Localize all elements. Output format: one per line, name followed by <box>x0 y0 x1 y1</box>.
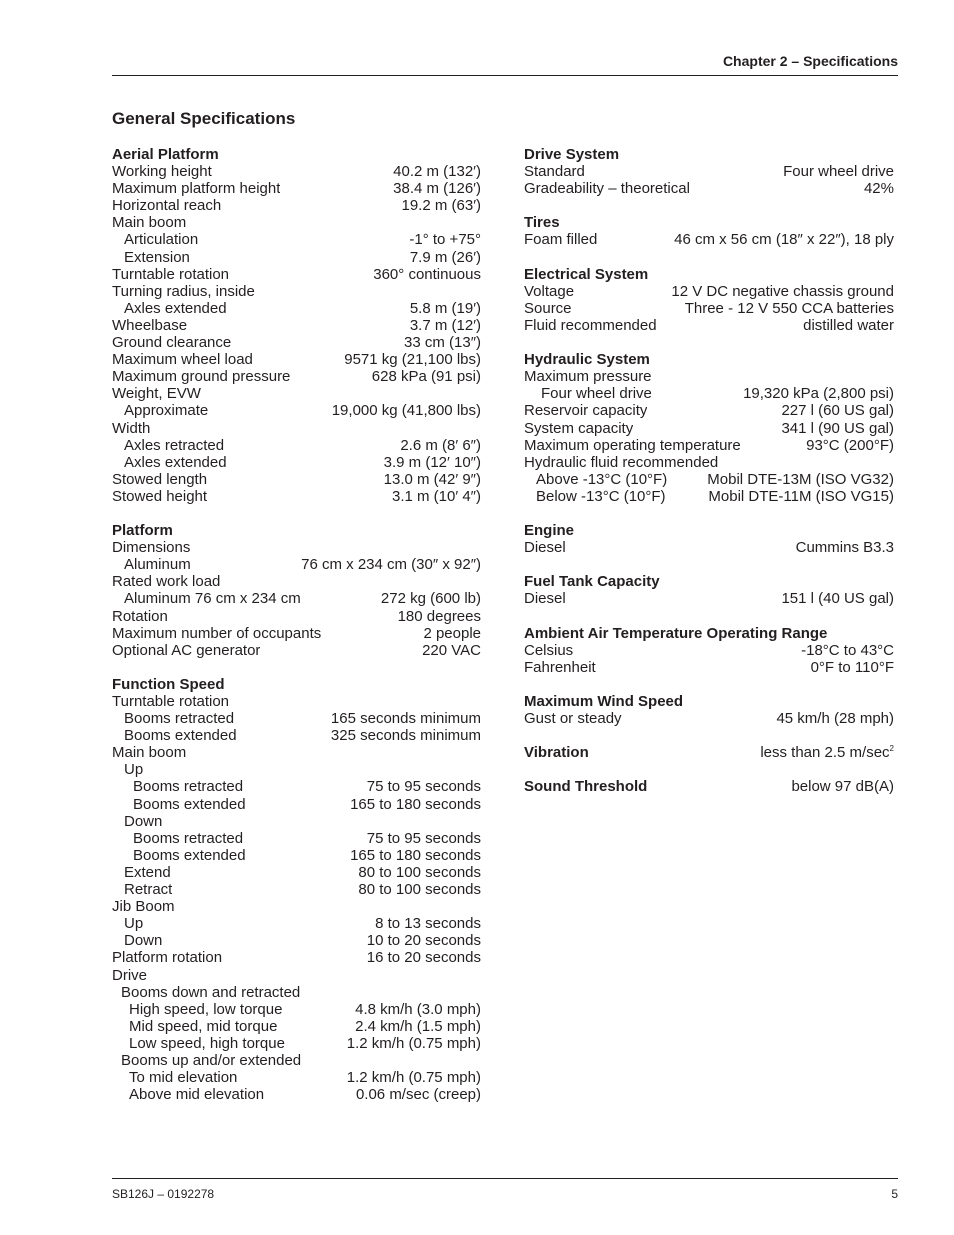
spec-label: Reservoir capacity <box>524 402 648 420</box>
spec-label: Booms extended <box>133 846 246 864</box>
spec-section <box>112 522 481 659</box>
spec-value: Mobil DTE-13M (ISO VG32) <box>707 470 894 488</box>
spec-section <box>524 625 894 676</box>
spec-row <box>524 402 894 419</box>
spec-label: Booms retracted <box>133 829 244 847</box>
vibration-value: less than 2.5 $m/\sec^2$ <box>760 744 894 762</box>
spec-row <box>524 710 894 727</box>
spec-label: Drive <box>112 966 148 984</box>
spec-label: Booms retracted <box>124 710 235 728</box>
spec-value: 5.8 m (19′) <box>409 299 481 317</box>
spec-label: Booms down and retracted <box>121 983 301 1001</box>
spec-label: Maximum ground pressure <box>112 368 291 386</box>
spec-label: Source <box>524 299 572 317</box>
spec-row <box>112 967 481 984</box>
spec-value: 16 to 20 seconds <box>366 949 481 967</box>
spec-row <box>112 1086 481 1103</box>
left-column <box>112 146 481 1120</box>
spec-value: 40.2 m (132′) <box>393 163 481 181</box>
spec-row <box>524 368 894 385</box>
spec-row <box>524 317 894 334</box>
spec-label: Turntable rotation <box>112 265 230 283</box>
spec-row <box>112 932 481 949</box>
spec-row <box>112 1035 481 1052</box>
spec-value: 360° continuous <box>373 265 481 283</box>
spec-row <box>112 796 481 813</box>
spec-value: 3.7 m (12′) <box>409 316 481 334</box>
spec-section <box>112 146 481 505</box>
spec-row <box>112 437 481 454</box>
spec-value: 80 to 100 seconds <box>358 881 481 899</box>
spec-label: Ground clearance <box>112 334 232 352</box>
spec-row <box>112 881 481 898</box>
spec-label: Fluid recommended <box>524 316 657 334</box>
spec-label: High speed, low torque <box>129 1000 283 1018</box>
section-title: Tires <box>524 214 560 232</box>
spec-row <box>112 454 481 471</box>
spec-value: 75 to 95 seconds <box>366 778 481 796</box>
spec-value: Four wheel drive <box>783 163 894 181</box>
spec-label: Maximum wheel load <box>112 351 253 369</box>
spec-label: Horizontal reach <box>112 197 222 215</box>
spec-value: 76 cm x 234 cm (30″ x 92″) <box>301 556 481 574</box>
section-title: Fuel Tank Capacity <box>524 573 660 591</box>
spec-row <box>112 351 481 368</box>
spec-label: Above -13°C (10°F) <box>536 470 668 488</box>
spec-row <box>112 300 481 317</box>
spec-row <box>524 642 894 659</box>
spec-row <box>524 300 894 317</box>
spec-row <box>112 197 481 214</box>
spec-label: To mid elevation <box>129 1069 238 1087</box>
spec-section <box>524 351 894 505</box>
spec-value: 180 degrees <box>397 607 481 625</box>
sound-title: Sound Threshold <box>524 778 648 796</box>
spec-value: 9571 kg (21,100 lbs) <box>344 351 481 369</box>
spec-label: Above mid elevation <box>129 1086 265 1104</box>
spec-row <box>112 778 481 795</box>
spec-row <box>112 556 481 573</box>
spec-row <box>112 984 481 1001</box>
spec-row <box>112 249 481 266</box>
spec-row <box>524 659 894 676</box>
spec-label: Weight, EVW <box>112 385 201 403</box>
spec-label: Extend <box>124 863 171 881</box>
spec-value: 80 to 100 seconds <box>358 863 481 881</box>
spec-label: Rated work load <box>112 573 221 591</box>
spec-row <box>112 1018 481 1035</box>
spec-label: Main boom <box>112 214 187 232</box>
spec-row <box>112 231 481 248</box>
spec-value: 13.0 m (42′ 9″) <box>383 470 481 488</box>
sound-row <box>524 778 894 795</box>
spec-row <box>524 454 894 471</box>
spec-row <box>524 471 894 488</box>
spec-value: 165 to 180 seconds <box>350 846 481 864</box>
vibration-superscript: 2 <box>889 744 894 754</box>
spec-section <box>524 266 894 334</box>
spec-row <box>112 915 481 932</box>
spec-section <box>524 146 894 197</box>
spec-value: 93°C (200°F) <box>806 436 894 454</box>
spec-value: -1° to +75° <box>409 231 481 249</box>
spec-section <box>112 676 481 1103</box>
spec-value: 165 seconds minimum <box>330 710 481 728</box>
spec-value: 227 l (60 US gal) <box>781 402 894 420</box>
spec-label: Retract <box>124 881 173 899</box>
spec-label: Extension <box>124 248 190 266</box>
spec-value: Cummins B3.3 <box>795 539 894 557</box>
spec-row <box>112 1001 481 1018</box>
spec-row <box>112 180 481 197</box>
spec-value: 272 kg (600 lb) <box>380 590 481 608</box>
page-number: 5 <box>891 1187 898 1201</box>
spec-section <box>524 573 894 607</box>
footer-rule <box>112 1178 898 1179</box>
spec-value: 19,000 kg (41,800 lbs) <box>331 402 481 420</box>
spec-row <box>112 573 481 590</box>
spec-row <box>112 864 481 881</box>
spec-label: Up <box>124 761 144 779</box>
spec-label: Maximum number of occupants <box>112 624 322 642</box>
spec-label: Hydraulic fluid recommended <box>524 453 719 471</box>
spec-label: Aluminum <box>124 556 191 574</box>
spec-label: Axles retracted <box>124 436 225 454</box>
spec-row <box>112 283 481 300</box>
spec-row <box>112 385 481 402</box>
spec-label: Jib Boom <box>112 898 175 916</box>
spec-label: Axles extended <box>124 453 227 471</box>
spec-row <box>524 385 894 402</box>
spec-label: Maximum operating temperature <box>524 436 741 454</box>
spec-value: 151 l (40 US gal) <box>781 590 894 608</box>
spec-row <box>112 1069 481 1086</box>
spec-value: 38.4 m (126′) <box>393 180 481 198</box>
sound-section <box>524 778 894 795</box>
spec-row <box>112 539 481 556</box>
spec-label: Aluminum 76 cm x 234 cm <box>124 590 301 608</box>
spec-row <box>112 368 481 385</box>
spec-row <box>524 180 894 197</box>
spec-value: 19.2 m (63′) <box>401 197 481 215</box>
spec-row <box>524 231 894 248</box>
spec-label: Celsius <box>524 641 574 659</box>
spec-value: 628 kPa (91 psi) <box>371 368 481 386</box>
spec-label: Four wheel drive <box>541 385 652 403</box>
spec-value: 165 to 180 seconds <box>350 795 481 813</box>
spec-row <box>112 813 481 830</box>
spec-label: Stowed length <box>112 470 208 488</box>
spec-row <box>524 590 894 607</box>
spec-value: 2.4 km/h (1.5 mph) <box>355 1017 481 1035</box>
spec-row <box>112 693 481 710</box>
spec-label: Stowed height <box>112 487 208 505</box>
sound-value: below 97 dB(A) <box>791 778 894 796</box>
spec-label: Turntable rotation <box>112 693 230 710</box>
spec-label: System capacity <box>524 419 634 437</box>
spec-value: 0.06 m/sec (creep) <box>355 1086 481 1104</box>
spec-label: Working height <box>112 163 212 181</box>
spec-row <box>112 608 481 625</box>
spec-label: Platform rotation <box>112 949 223 967</box>
spec-value: 42% <box>863 180 894 198</box>
spec-row <box>112 642 481 659</box>
spec-value: 3.1 m (10′ 4″) <box>392 487 481 505</box>
section-title: Hydraulic System <box>524 351 650 369</box>
section-title: Platform <box>112 522 173 540</box>
spec-label: Turning radius, inside <box>112 282 255 300</box>
vibration-section <box>524 744 894 761</box>
spec-row <box>112 163 481 180</box>
spec-value: 341 l (90 US gal) <box>781 419 894 437</box>
chapter-header: Chapter 2 – Specifications <box>722 53 898 69</box>
spec-row <box>112 898 481 915</box>
spec-row <box>112 625 481 642</box>
spec-value: 220 VAC <box>422 641 481 659</box>
spec-row <box>112 488 481 505</box>
section-title: Electrical System <box>524 265 649 283</box>
spec-row <box>112 590 481 607</box>
spec-row <box>112 1052 481 1069</box>
spec-label: Booms extended <box>133 795 246 813</box>
spec-label: Rotation <box>112 607 168 625</box>
spec-value: 19,320 kPa (2,800 psi) <box>743 385 894 403</box>
spec-row <box>524 539 894 556</box>
spec-value: 3.9 m (12′ 10″) <box>383 453 481 471</box>
spec-row <box>112 402 481 419</box>
spec-label: Gust or steady <box>524 710 622 728</box>
spec-section <box>524 522 894 556</box>
spec-label: Mid speed, mid torque <box>129 1017 278 1035</box>
spec-row <box>112 710 481 727</box>
spec-row <box>112 471 481 488</box>
header-rule <box>112 75 898 76</box>
spec-label: Maximum pressure <box>524 368 652 386</box>
vibration-title: Vibration <box>524 744 589 762</box>
section-title: Engine <box>524 522 575 540</box>
spec-row <box>112 761 481 778</box>
spec-label: Up <box>124 915 144 933</box>
spec-row <box>524 437 894 454</box>
spec-row <box>524 420 894 437</box>
spec-value: 1.2 km/h (0.75 mph) <box>346 1034 481 1052</box>
spec-label: Axles extended <box>124 299 227 317</box>
spec-section <box>524 214 894 248</box>
spec-section <box>524 693 894 727</box>
spec-label: Width <box>112 419 151 437</box>
spec-label: Booms up and/or extended <box>121 1051 302 1069</box>
spec-value: 33 cm (13″) <box>404 334 481 352</box>
page-title: General Specifications <box>112 109 296 128</box>
spec-label: Wheelbase <box>112 316 188 334</box>
section-title: Maximum Wind Speed <box>524 693 684 710</box>
spec-value: distilled water <box>803 316 894 334</box>
spec-value: 0°F to 110°F <box>810 658 894 676</box>
spec-value: Mobil DTE-11M (ISO VG15) <box>708 487 894 505</box>
right-column <box>524 146 894 813</box>
spec-label: Fahrenheit <box>524 658 596 676</box>
spec-label: Approximate <box>124 402 209 420</box>
spec-label: Booms retracted <box>133 778 244 796</box>
spec-value: 12 V DC negative chassis ground <box>671 282 894 300</box>
spec-label: Down <box>124 932 163 950</box>
spec-value: 10 to 20 seconds <box>366 932 481 950</box>
spec-label: Standard <box>524 163 585 181</box>
spec-label: Diesel <box>524 539 566 557</box>
spec-value: 4.8 km/h (3.0 mph) <box>355 1000 481 1018</box>
spec-row <box>112 830 481 847</box>
spec-label: Below -13°C (10°F) <box>536 487 666 505</box>
section-title: Ambient Air Temperature Operating Range <box>524 624 828 642</box>
spec-label: Foam filled <box>524 231 598 249</box>
spec-value: 46 cm x 56 cm (18″ x 22″), 18 ply <box>674 231 894 249</box>
spec-value: 325 seconds minimum <box>330 727 481 745</box>
spec-label: Down <box>124 812 163 830</box>
spec-value: -18°C to 43°C <box>801 641 894 659</box>
vibration-row <box>524 744 894 761</box>
spec-label: Voltage <box>524 282 575 300</box>
section-title: Drive System <box>524 146 620 163</box>
spec-value: 7.9 m (26′) <box>409 248 481 266</box>
spec-value: 8 to 13 seconds <box>375 915 481 933</box>
document-id: SB126J – 0192278 <box>112 1187 215 1201</box>
spec-row <box>524 488 894 505</box>
spec-row <box>112 727 481 744</box>
spec-label: Low speed, high torque <box>129 1034 285 1052</box>
spec-row <box>112 334 481 351</box>
right-sections <box>524 146 894 727</box>
spec-row <box>112 847 481 864</box>
spec-label: Maximum platform height <box>112 180 281 198</box>
spec-label: Main boom <box>112 744 187 762</box>
spec-value: 2 people <box>423 624 481 642</box>
spec-row <box>112 744 481 761</box>
spec-label: Articulation <box>124 231 199 249</box>
spec-row <box>112 266 481 283</box>
spec-label: Booms extended <box>124 727 237 745</box>
spec-label: Dimensions <box>112 539 191 557</box>
spec-value: Three - 12 V 550 CCA batteries <box>684 299 894 317</box>
spec-row <box>112 317 481 334</box>
section-title: Aerial Platform <box>112 146 219 163</box>
spec-label: Optional AC generator <box>112 641 261 659</box>
spec-row <box>112 214 481 231</box>
spec-value: 75 to 95 seconds <box>366 829 481 847</box>
spec-label: Gradeability – theoretical <box>524 180 690 198</box>
spec-value: 2.6 m (8′ 6″) <box>400 436 481 454</box>
spec-value: 45 km/h (28 mph) <box>776 710 894 728</box>
spec-row <box>524 163 894 180</box>
section-title: Function Speed <box>112 675 225 693</box>
spec-label: Diesel <box>524 590 566 608</box>
spec-row <box>112 420 481 437</box>
spec-value: 1.2 km/h (0.75 mph) <box>346 1069 481 1087</box>
spec-row <box>112 949 481 966</box>
spec-row <box>524 283 894 300</box>
